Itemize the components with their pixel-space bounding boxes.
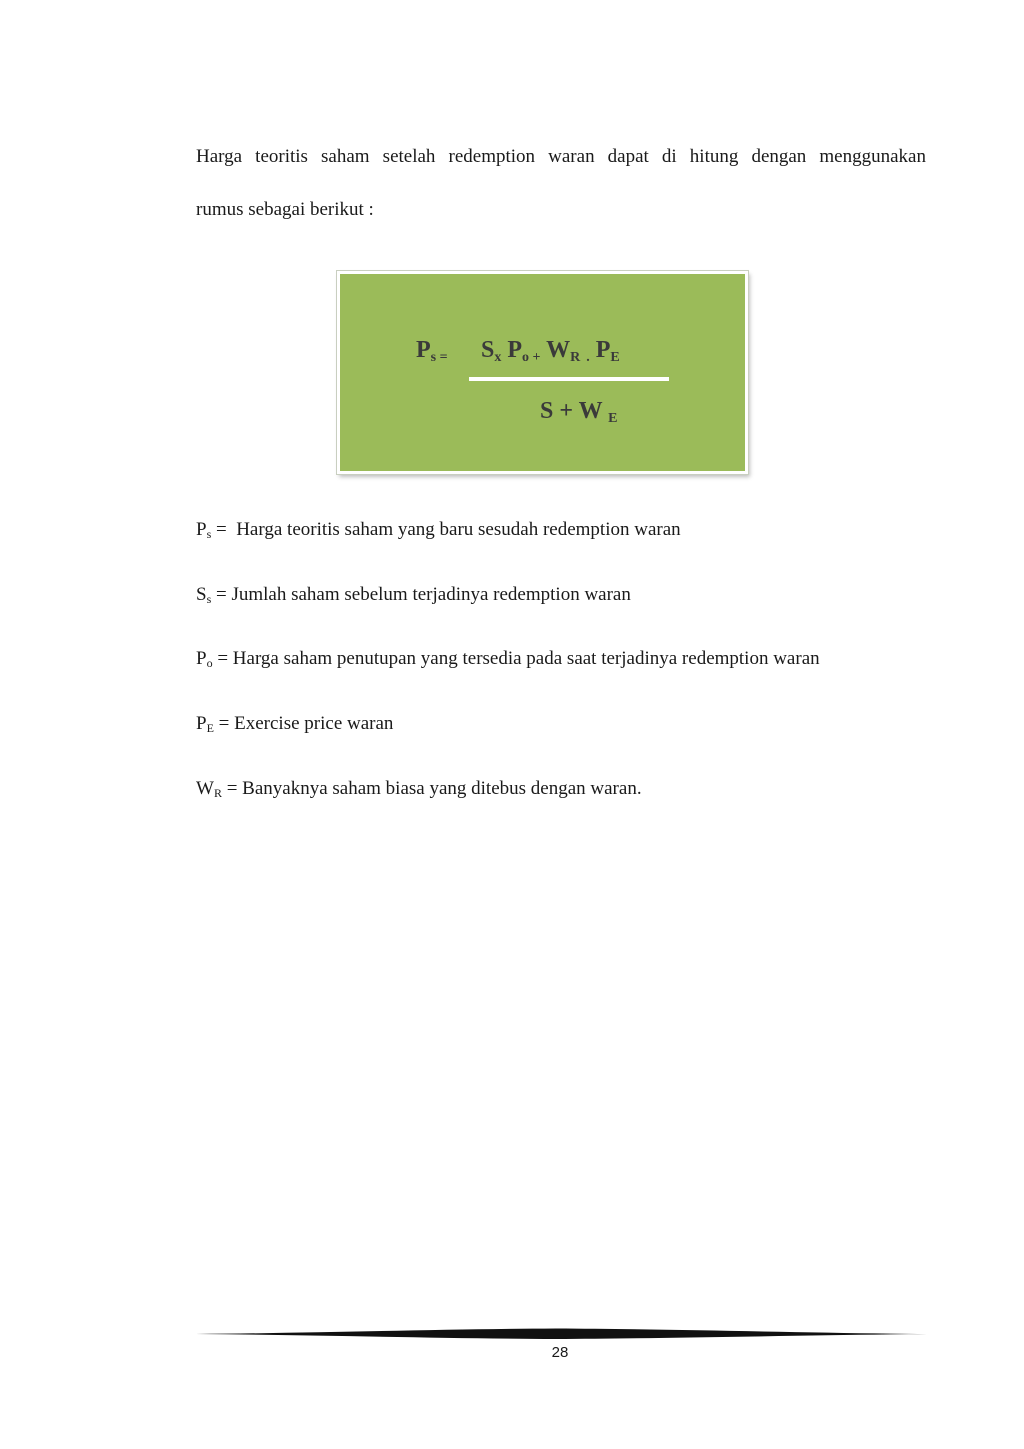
formula-lhs: $P_{s =}$ xyxy=(416,337,448,365)
definition-wr: $W_R$ = Banyaknya saham biasa yang ditebus dengan waran. xyxy=(196,778,642,800)
definition-ps: $P_s$ = Harga teoritis saham yang baru sesudah redemption waran xyxy=(196,519,681,541)
intro-line-1: Harga teoritis saham setelah redemption waran dapat di hitung dengan menggunakan xyxy=(196,146,926,167)
definition-pe: $P_E$ = Exercise price waran xyxy=(196,713,394,735)
fraction-bar xyxy=(469,377,669,381)
footer-divider xyxy=(196,1326,928,1342)
formula-denominator: S + W $_E$ xyxy=(540,398,618,426)
definition-ss: $S_s$ = Jumlah saham sebelum terjadinya redemption waran xyxy=(196,584,631,606)
formula-box xyxy=(337,271,748,474)
definition-po: $P_o$ = Harga saham penutupan yang tersedia pada saat terjadinya redemption waran xyxy=(196,648,820,670)
intro-line-2: rumus sebagai berikut : xyxy=(196,199,374,220)
formula-numerator: $S_x$ $P_{o +}$ $W_R$ $_.$ $P_E$ xyxy=(481,337,620,365)
page-number: 28 xyxy=(551,1344,569,1361)
